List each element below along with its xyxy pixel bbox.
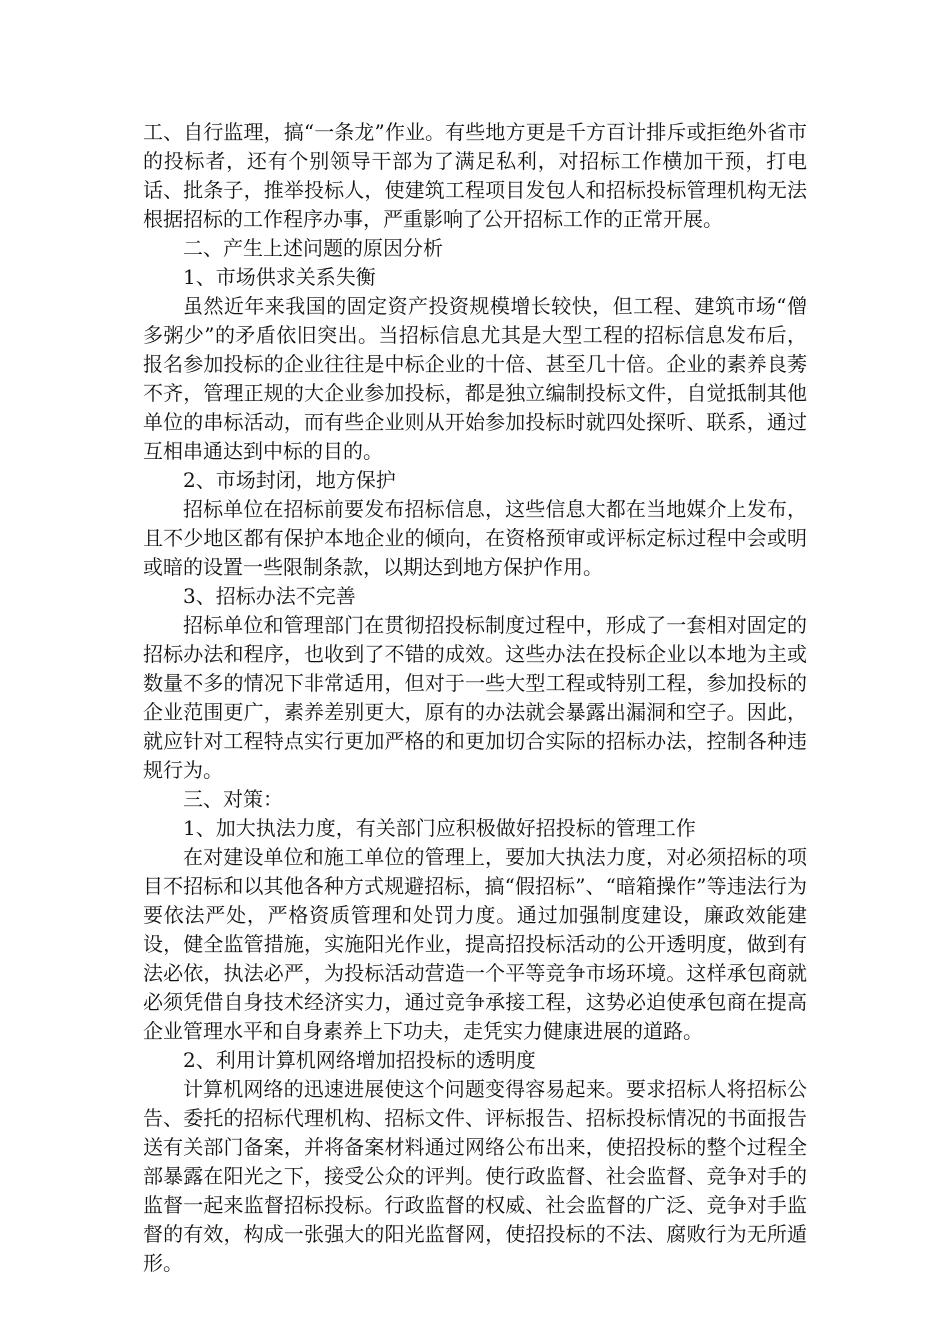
subsection-heading: 2、市场封闭，地方保护 bbox=[183, 468, 396, 492]
subsection-heading: 1、市场供求关系失衡 bbox=[183, 265, 376, 289]
section-heading: 三、对策： bbox=[183, 787, 283, 811]
paragraph: 招标单位和管理部门在贯彻招投标制度过程中，形成了一套相对固定的招标办法和程序，也收到了不错的成效。这些办法在投标企业以本地为主或数量不多的情况下非常适用，但对于一些大型工程或特别工程，参加投标的企业范围更广，素养差别更大，原有的办法就会暴露出漏洞和空子。因此，就应针对工程特点实行更加严格的和更加切合实际的招标办法，控制各种违规行为。 bbox=[143, 613, 807, 782]
subsection-heading: 2、利用计算机网络增加招投标的透明度 bbox=[183, 1048, 536, 1072]
paragraph: 计算机网络的迅速进展使这个问题变得容易起来。要求招标人将招标公告、委托的招标代理机构、招标文件、评标报告、招标投标情况的书面报告送有关部门备案，并将备案材料通过网络公布出来，使招投标的整个过程全部暴露在阳光之下，接受公众的评判。使行政监督、社会监督、竞争对手的监督一起来监督招标投标。行政监督的权威、社会监督的广泛、竞争对手监督的有效，构成一张强大的阳光监督网，使招投标的不法、腐败行为无所遁形。 bbox=[143, 1077, 807, 1275]
subsection-heading: 1、加大执法力度，有关部门应积极做好招投标的管理工作 bbox=[183, 816, 696, 840]
document-body bbox=[143, 118, 807, 1278]
subsection-heading: 3、招标办法不完善 bbox=[183, 584, 356, 608]
paragraph: 工、自行监理，搞“一条龙”作业。有些地方更是千方百计排斥或拒绝外省市的投标者，还有个别领导干部为了满足私利，对招标工作横加干预，打电话、批条子，推举投标人，使建筑工程项目发包人和招标投标管理机构无法根据招标的工作程序办事，严重影响了公开招标工作的正常开展。 bbox=[143, 120, 807, 231]
paragraph: 在对建设单位和施工单位的管理上，要加大执法力度，对必须招标的项目不招标和以其他各种方式规避招标，搞“假招标”、“暗箱操作”等违法行为要依法严处，严格资质管理和处罚力度。通过加强制度建设，廉政效能建设，健全监管措施，实施阳光作业，提高招投标活动的公开透明度，做到有法必依，执法必严，为投标活动营造一个平等竞争市场环境。这样承包商就必须凭借自身技术经济实力，通过竞争承接工程，这势必迫使承包商在提高企业管理水平和自身素养上下功夫，走凭实力健康进展的道路。 bbox=[143, 845, 807, 1043]
paragraph: 招标单位在招标前要发布招标信息，这些信息大都在当地媒介上发布，且不少地区都有保护本地企业的倾向，在资格预审或评标定标过程中会或明或暗的设置一些限制条款，以期达到地方保护作用。 bbox=[143, 497, 807, 579]
section-heading: 二、产生上述问题的原因分析 bbox=[183, 236, 443, 260]
paragraph: 虽然近年来我国的固定资产投资规模增长较快，但工程、建筑市场“僧多粥少”的矛盾依旧突出。当招标信息尤其是大型工程的招标信息发布后，报名参加投标的企业往往是中标企业的十倍、甚至几十倍。企业的素养良莠不齐，管理正规的大企业参加投标，都是独立编制投标文件，自觉抵制其他单位的串标活动，而有些企业则从开始参加投标时就四处探听、联系，通过互相串通达到中标的目的。 bbox=[143, 294, 807, 463]
